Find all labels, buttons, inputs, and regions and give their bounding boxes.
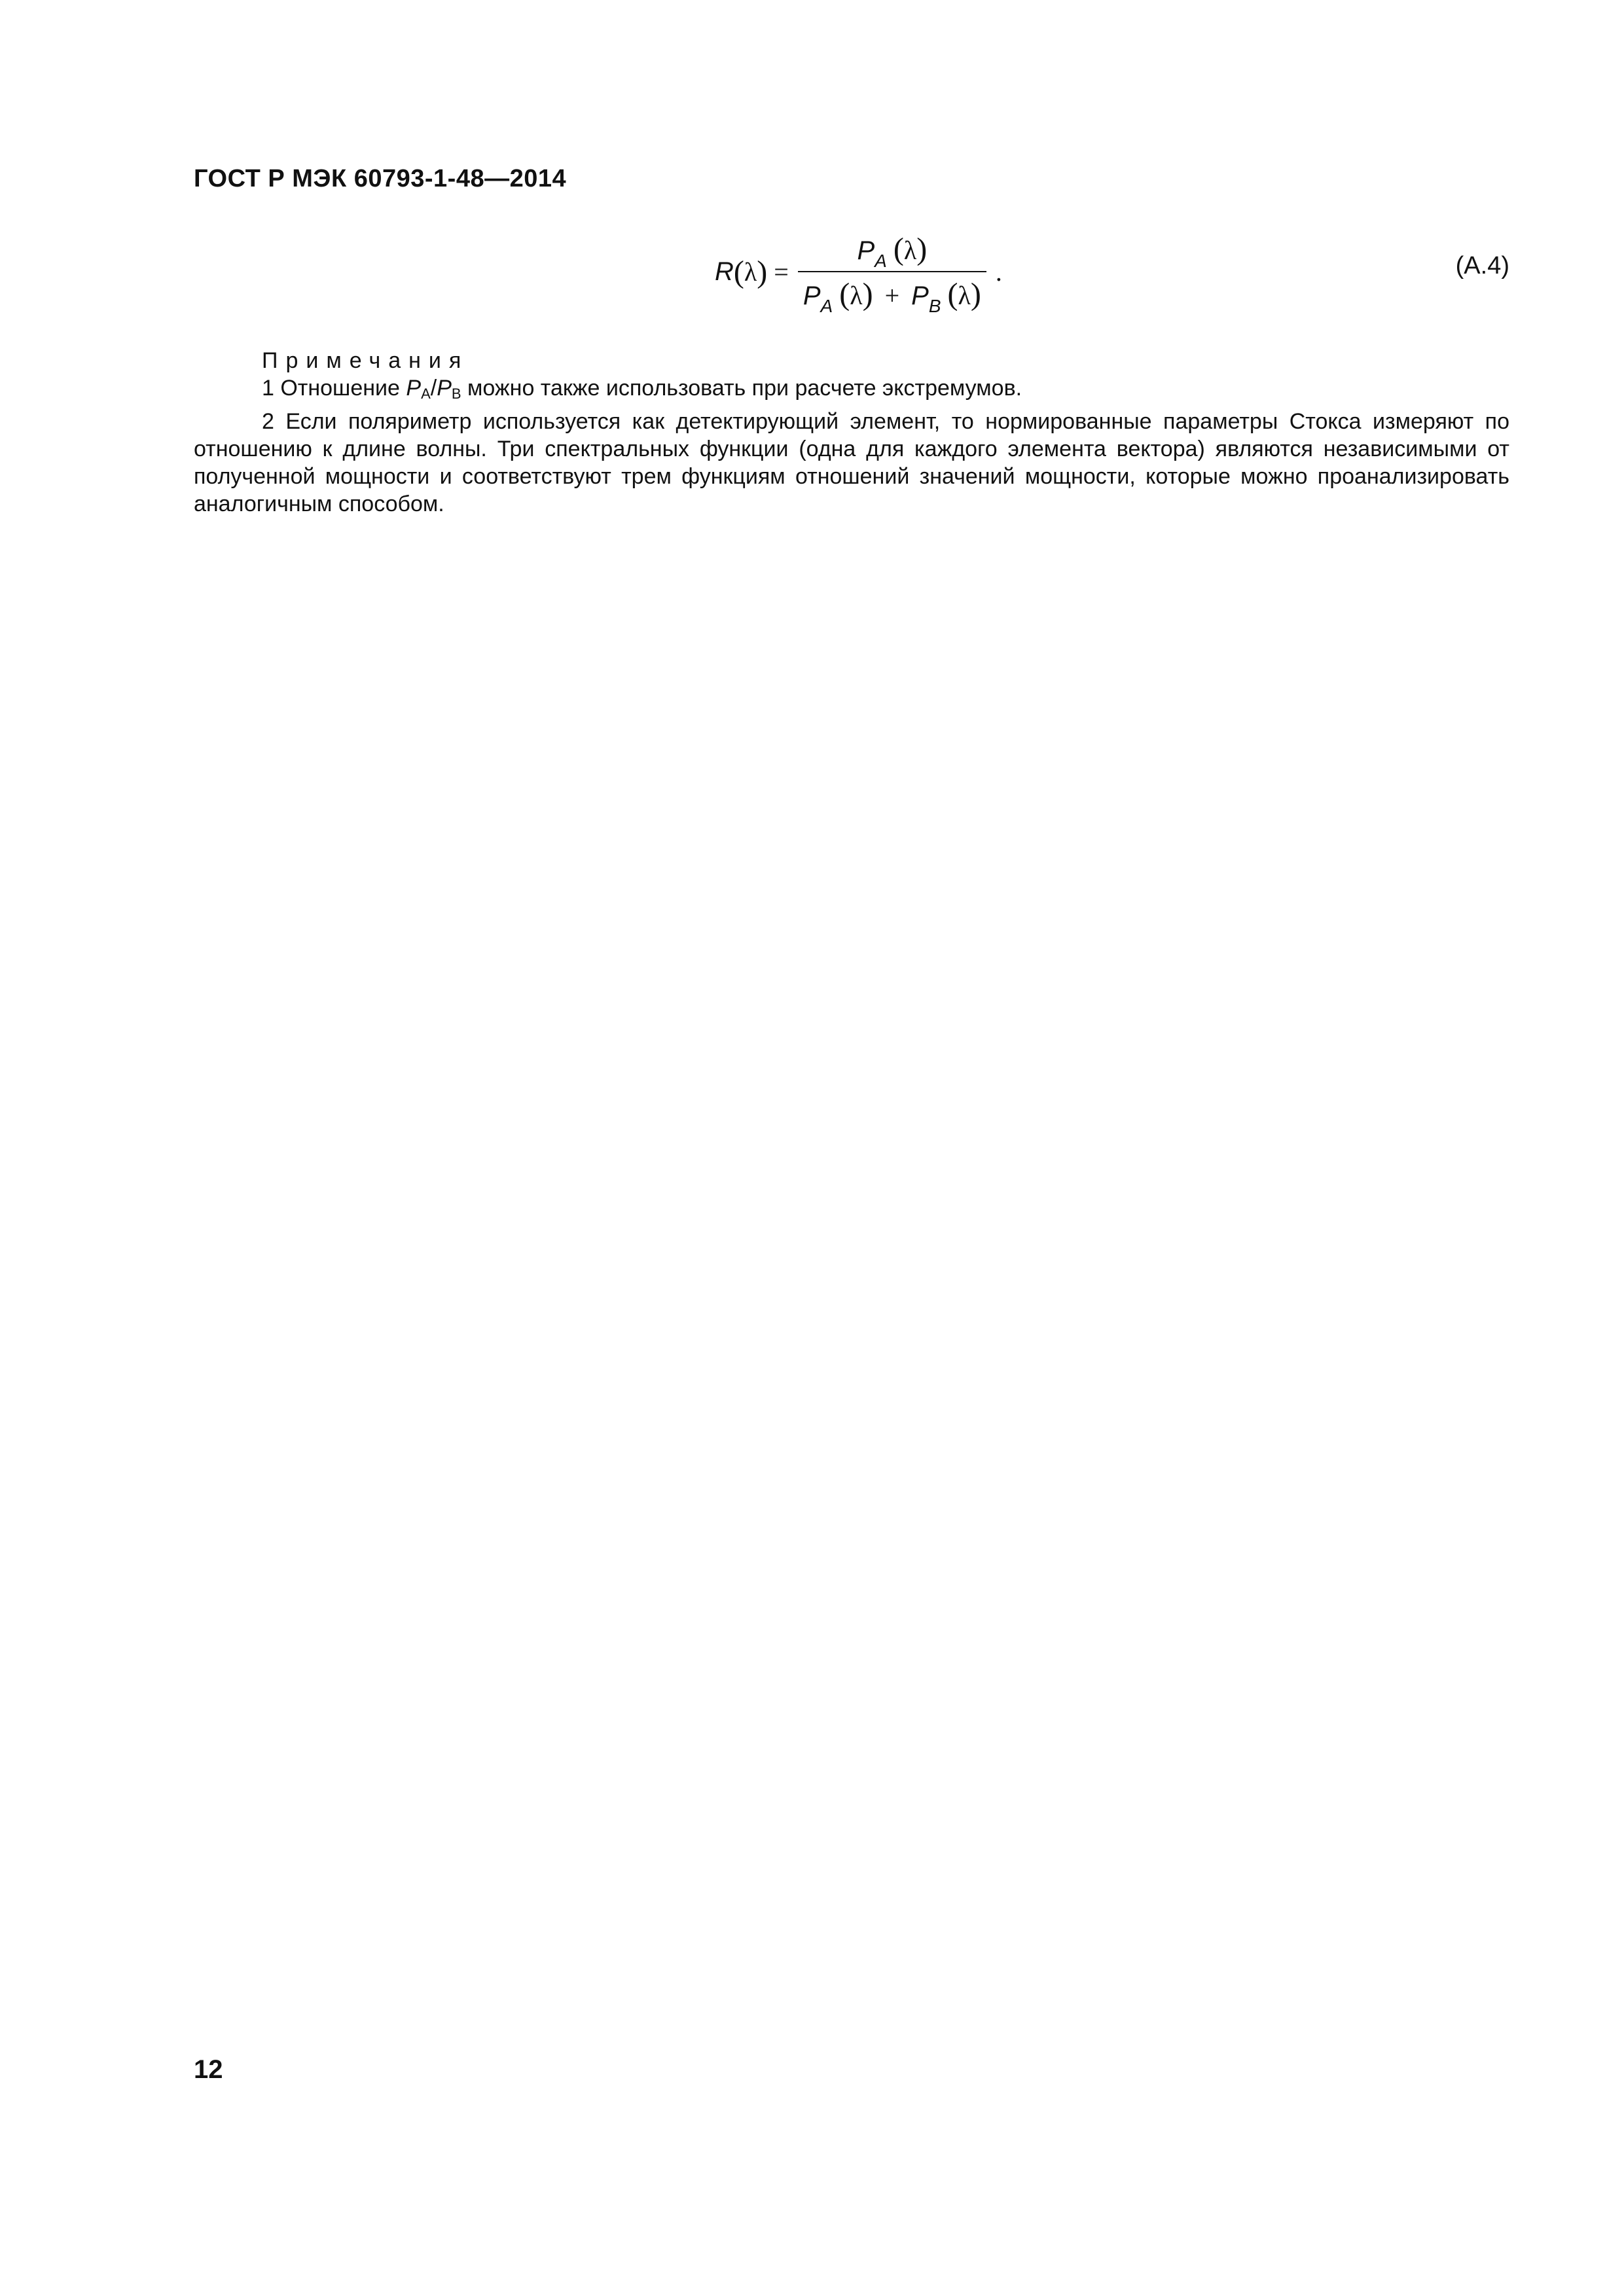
formula-equals: = bbox=[774, 257, 789, 287]
page-number: 12 bbox=[194, 2055, 223, 2084]
equation-number: (A.4) bbox=[1455, 252, 1509, 279]
formula-numerator: $P_A$ (λ) bbox=[857, 232, 928, 271]
note-1: 1 Отношение PA/PB можно также использовать при расчете экстремумов. bbox=[262, 376, 1022, 402]
note-2: 2 Если поляриметр используется как детектирующий элемент, то нормированные параметры Стокса измеряют по отношению к длине волны. Три спектральных функции (одна для каждого элемента вектора) являются независимыми от полученной мощности и соответствуют трем функциям отношений значений мощности, которые можно проанализировать аналогичным способом. bbox=[194, 409, 1509, 516]
formula-lhs-var: R bbox=[715, 257, 734, 286]
formula-trailing-dot: . bbox=[995, 257, 1002, 287]
document-header: ГОСТ Р МЭК 60793-1-48—2014 bbox=[194, 165, 567, 192]
formula-a4 bbox=[194, 226, 1509, 317]
notes-title: Примечания bbox=[262, 348, 469, 373]
notes-section bbox=[194, 347, 1509, 518]
formula-fraction bbox=[798, 231, 986, 316]
formula-denominator: $P_A$ $(\lambda) + P_B$ (λ) bbox=[803, 277, 981, 316]
formula-expression: R ( λ ) = $\frac{P_A (\lambda)}{P_A (\lambda) + P_B (\lambda)}$ . bbox=[715, 232, 1002, 316]
formula-lhs-lambda: λ bbox=[744, 257, 757, 287]
